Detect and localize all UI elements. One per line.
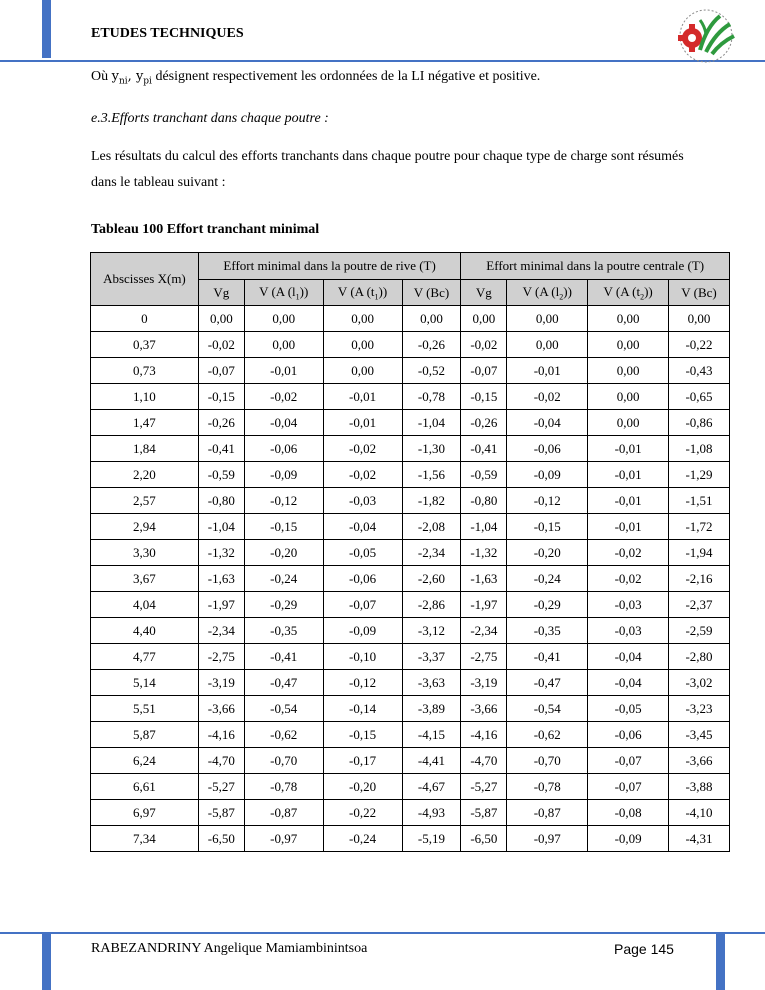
table-cell: 4,40: [91, 618, 199, 644]
table-cell: -3,02: [669, 670, 730, 696]
table-cell: -0,07: [323, 592, 402, 618]
table-cell: -1,08: [669, 436, 730, 462]
table-cell: 0,00: [507, 332, 588, 358]
table-cell: -0,01: [588, 488, 669, 514]
table-cell: 6,61: [91, 774, 199, 800]
table-cell: 0,00: [588, 358, 669, 384]
table-cell: 0,00: [323, 306, 402, 332]
table-cell: -2,34: [198, 618, 244, 644]
table-cell: -3,37: [402, 644, 461, 670]
table-cell: -0,01: [507, 358, 588, 384]
table-cell: 2,20: [91, 462, 199, 488]
table-cell: -0,78: [402, 384, 461, 410]
table-cell: -0,78: [244, 774, 323, 800]
table-cell: -0,87: [507, 800, 588, 826]
table-cell: -0,41: [507, 644, 588, 670]
table-cell: 1,84: [91, 436, 199, 462]
table-cell: -2,86: [402, 592, 461, 618]
table-cell: -5,87: [461, 800, 507, 826]
col-header-vbc-rive: V (Bc): [402, 280, 461, 306]
table-cell: -0,87: [244, 800, 323, 826]
table-cell: -0,05: [588, 696, 669, 722]
table-cell: -0,22: [323, 800, 402, 826]
table-cell: -0,02: [323, 436, 402, 462]
table-cell: -0,09: [507, 462, 588, 488]
table-cell: -5,27: [461, 774, 507, 800]
table-cell: -0,97: [507, 826, 588, 852]
table-cell: -0,20: [323, 774, 402, 800]
table-cell: -0,97: [244, 826, 323, 852]
table-cell: -0,01: [588, 514, 669, 540]
table-cell: -0,54: [244, 696, 323, 722]
table-cell: -0,04: [244, 410, 323, 436]
col-header-vg-rive: Vg: [198, 280, 244, 306]
table-cell: -0,09: [323, 618, 402, 644]
table-cell: -0,78: [507, 774, 588, 800]
table-cell: -3,23: [669, 696, 730, 722]
table-cell: -0,59: [461, 462, 507, 488]
footer-rule: [0, 932, 765, 934]
table-cell: -4,16: [461, 722, 507, 748]
table-cell: -0,65: [669, 384, 730, 410]
table-cell: -2,16: [669, 566, 730, 592]
table-cell: -0,70: [507, 748, 588, 774]
table-cell: -0,41: [461, 436, 507, 462]
table-cell: -1,94: [669, 540, 730, 566]
table-cell: -0,03: [588, 618, 669, 644]
table-cell: -2,75: [461, 644, 507, 670]
table-row: [91, 592, 730, 618]
col-header-vbc-centrale: V (Bc): [669, 280, 730, 306]
table-cell: -0,12: [323, 670, 402, 696]
table-cell: 0,00: [323, 358, 402, 384]
table-cell: -0,26: [402, 332, 461, 358]
table-cell: -0,80: [461, 488, 507, 514]
table-cell: 4,04: [91, 592, 199, 618]
page-number: Page 145: [614, 941, 674, 957]
table-cell: -3,12: [402, 618, 461, 644]
table-cell: -3,66: [461, 696, 507, 722]
header-accent-bar: [42, 0, 51, 58]
header-rule: [0, 60, 765, 62]
table-cell: 3,67: [91, 566, 199, 592]
col-header-va-t2: V (A $(t_2)$): [588, 280, 669, 306]
table-row: [91, 748, 730, 774]
group-header-centrale: Effort minimal dans la poutre centrale (T): [461, 253, 730, 280]
table-cell: -2,60: [402, 566, 461, 592]
footer-accent-bar-left: [42, 934, 51, 990]
table-cell: -1,29: [669, 462, 730, 488]
table-row: [91, 306, 730, 332]
table-cell: -0,70: [244, 748, 323, 774]
table-cell: -1,97: [198, 592, 244, 618]
table-row: [91, 774, 730, 800]
table-cell: -6,50: [461, 826, 507, 852]
table-row: [91, 618, 730, 644]
table-cell: -1,04: [461, 514, 507, 540]
table-row: [91, 540, 730, 566]
table-cell: -0,26: [461, 410, 507, 436]
table-cell: -4,67: [402, 774, 461, 800]
table-cell: -4,31: [669, 826, 730, 852]
table-cell: -0,29: [507, 592, 588, 618]
table-cell: -0,01: [588, 436, 669, 462]
table-cell: -0,01: [588, 462, 669, 488]
table-row: [91, 826, 730, 852]
table-cell: -0,06: [244, 436, 323, 462]
table-cell: -4,16: [198, 722, 244, 748]
table-cell: -0,20: [244, 540, 323, 566]
table-cell: 5,14: [91, 670, 199, 696]
table-cell: 0,00: [461, 306, 507, 332]
table-cell: -0,10: [323, 644, 402, 670]
table-cell: 0,00: [669, 306, 730, 332]
table-cell: -0,20: [507, 540, 588, 566]
table-cell: 7,34: [91, 826, 199, 852]
table-cell: -0,41: [198, 436, 244, 462]
table-cell: 0: [91, 306, 199, 332]
table-cell: 2,94: [91, 514, 199, 540]
table-cell: -3,89: [402, 696, 461, 722]
table-cell: 0,37: [91, 332, 199, 358]
table-cell: -0,35: [507, 618, 588, 644]
table-cell: -0,07: [588, 748, 669, 774]
shear-force-table: [90, 252, 730, 852]
table-cell: -2,80: [669, 644, 730, 670]
col-header-va-l1: V (A $(l_1)$): [244, 280, 323, 306]
table-cell: -0,04: [588, 670, 669, 696]
school-logo-icon: [670, 6, 742, 64]
table-cell: 0,00: [402, 306, 461, 332]
table-cell: 0,00: [588, 332, 669, 358]
table-cell: -3,66: [198, 696, 244, 722]
table-cell: -1,63: [198, 566, 244, 592]
footer-accent-bar-right: [716, 934, 725, 990]
table-cell: -0,12: [244, 488, 323, 514]
table-cell: -4,15: [402, 722, 461, 748]
table-cell: -0,62: [244, 722, 323, 748]
table-cell: -3,88: [669, 774, 730, 800]
table-cell: -3,19: [461, 670, 507, 696]
table-cell: 4,77: [91, 644, 199, 670]
table-cell: -0,03: [323, 488, 402, 514]
col-header-va-l2: V (A $(l_2)$): [507, 280, 588, 306]
table-cell: -0,17: [323, 748, 402, 774]
table-cell: -0,15: [461, 384, 507, 410]
table-cell: -1,51: [669, 488, 730, 514]
table-cell: 0,00: [244, 332, 323, 358]
table-cell: -0,29: [244, 592, 323, 618]
table-cell: -1,32: [198, 540, 244, 566]
table-row: [91, 488, 730, 514]
table-row: [91, 696, 730, 722]
table-cell: -0,03: [588, 592, 669, 618]
table-cell: -0,06: [323, 566, 402, 592]
table-cell: 2,57: [91, 488, 199, 514]
table-cell: 0,00: [588, 306, 669, 332]
table-cell: 1,10: [91, 384, 199, 410]
table-cell: -0,09: [588, 826, 669, 852]
intro-suffix: désignent respectivement les ordonnées de la LI négative et positive.: [151, 69, 541, 84]
col-header-va-t1: V (A $(t_1)$): [323, 280, 402, 306]
table-cell: -2,34: [461, 618, 507, 644]
table-cell: -3,45: [669, 722, 730, 748]
col-header-vg-centrale: Vg: [461, 280, 507, 306]
table-cell: -3,66: [669, 748, 730, 774]
table-caption: Tableau 100 Effort tranchant minimal: [91, 222, 320, 237]
table-cell: -1,56: [402, 462, 461, 488]
intro-variables: $y_{ni}$, $y_{pi}$: [111, 69, 152, 87]
table-cell: 1,47: [91, 410, 199, 436]
table-row: [91, 670, 730, 696]
table-cell: -0,15: [507, 514, 588, 540]
table-body: [91, 306, 730, 852]
table-cell: -1,72: [669, 514, 730, 540]
table-cell: 0,00: [588, 384, 669, 410]
table-cell: -1,04: [402, 410, 461, 436]
table-cell: -0,04: [507, 410, 588, 436]
table-cell: -0,22: [669, 332, 730, 358]
table-cell: -4,70: [461, 748, 507, 774]
table-cell: -0,02: [461, 332, 507, 358]
table-cell: -5,87: [198, 800, 244, 826]
table-cell: -0,59: [198, 462, 244, 488]
table-cell: -6,50: [198, 826, 244, 852]
table-row: [91, 566, 730, 592]
table-cell: -1,30: [402, 436, 461, 462]
table-cell: -0,47: [244, 670, 323, 696]
table-row: [91, 384, 730, 410]
table-cell: -1,63: [461, 566, 507, 592]
table-row: [91, 800, 730, 826]
table-cell: -0,12: [507, 488, 588, 514]
table-cell: 6,97: [91, 800, 199, 826]
table-row: [91, 514, 730, 540]
group-header-rive: Effort minimal dans la poutre de rive (T): [198, 253, 461, 280]
table-cell: 0,73: [91, 358, 199, 384]
table-cell: -2,75: [198, 644, 244, 670]
table-cell: -0,02: [588, 566, 669, 592]
table-cell: 6,24: [91, 748, 199, 774]
table-cell: -0,54: [507, 696, 588, 722]
table-row: [91, 462, 730, 488]
intro-paragraph: [91, 69, 540, 87]
table-cell: -0,04: [323, 514, 402, 540]
table-cell: -0,02: [507, 384, 588, 410]
table-cell: -0,24: [323, 826, 402, 852]
table-cell: -0,43: [669, 358, 730, 384]
table-cell: -0,14: [323, 696, 402, 722]
table-cell: -0,15: [244, 514, 323, 540]
table-cell: -0,26: [198, 410, 244, 436]
intro-prefix: Où: [91, 69, 109, 84]
table-cell: -5,19: [402, 826, 461, 852]
table-cell: -1,04: [198, 514, 244, 540]
table-row: [91, 436, 730, 462]
table-cell: -3,63: [402, 670, 461, 696]
table-cell: -4,10: [669, 800, 730, 826]
table-cell: -0,15: [198, 384, 244, 410]
table-cell: -4,41: [402, 748, 461, 774]
table-cell: -0,52: [402, 358, 461, 384]
table-cell: -4,93: [402, 800, 461, 826]
table-row: [91, 722, 730, 748]
table-cell: -0,41: [244, 644, 323, 670]
table-cell: 5,87: [91, 722, 199, 748]
table-cell: -0,07: [461, 358, 507, 384]
table-cell: -0,02: [588, 540, 669, 566]
table-cell: -0,07: [588, 774, 669, 800]
header-title: ETUDES TECHNIQUES: [91, 26, 244, 41]
table-cell: -4,70: [198, 748, 244, 774]
table-cell: -0,35: [244, 618, 323, 644]
table-cell: -0,24: [244, 566, 323, 592]
table-cell: -2,59: [669, 618, 730, 644]
table-cell: -0,01: [244, 358, 323, 384]
table-cell: -0,47: [507, 670, 588, 696]
table-row: [91, 644, 730, 670]
table-cell: 0,00: [244, 306, 323, 332]
table-cell: -0,15: [323, 722, 402, 748]
table-cell: -0,06: [507, 436, 588, 462]
table-cell: -0,86: [669, 410, 730, 436]
table-cell: -0,62: [507, 722, 588, 748]
table-cell: 0,00: [323, 332, 402, 358]
table-cell: -0,80: [198, 488, 244, 514]
table-cell: -5,27: [198, 774, 244, 800]
table-cell: -2,34: [402, 540, 461, 566]
table-cell: -2,37: [669, 592, 730, 618]
table-cell: -0,08: [588, 800, 669, 826]
table-cell: -1,82: [402, 488, 461, 514]
table-cell: -0,01: [323, 410, 402, 436]
table-cell: 0,00: [507, 306, 588, 332]
table-cell: -1,97: [461, 592, 507, 618]
table-cell: 0,00: [588, 410, 669, 436]
table-cell: -0,02: [244, 384, 323, 410]
table-cell: -0,05: [323, 540, 402, 566]
footer-author: RABEZANDRINY Angelique Mamiambinintsoa: [91, 941, 368, 956]
table-row: [91, 410, 730, 436]
table-cell: -0,02: [198, 332, 244, 358]
table-cell: -2,08: [402, 514, 461, 540]
table-row: [91, 332, 730, 358]
table-cell: -0,02: [323, 462, 402, 488]
table-cell: -0,01: [323, 384, 402, 410]
table-row: [91, 358, 730, 384]
table-cell: -0,06: [588, 722, 669, 748]
table-cell: -0,04: [588, 644, 669, 670]
table-cell: -0,09: [244, 462, 323, 488]
table-cell: -3,19: [198, 670, 244, 696]
table-cell: -1,32: [461, 540, 507, 566]
table-cell: 3,30: [91, 540, 199, 566]
table-cell: -0,07: [198, 358, 244, 384]
results-paragraph: Les résultats du calcul des efforts tranchants dans chaque poutre pour chaque type de charge sont résumés dans le tableau suivant :: [91, 149, 684, 190]
section-title: e.3.Efforts tranchant dans chaque poutre :: [91, 111, 329, 126]
table-cell: -0,24: [507, 566, 588, 592]
table-cell: 5,51: [91, 696, 199, 722]
table-cell: 0,00: [198, 306, 244, 332]
col-header-abscissa: Abscisses X(m): [91, 253, 199, 306]
